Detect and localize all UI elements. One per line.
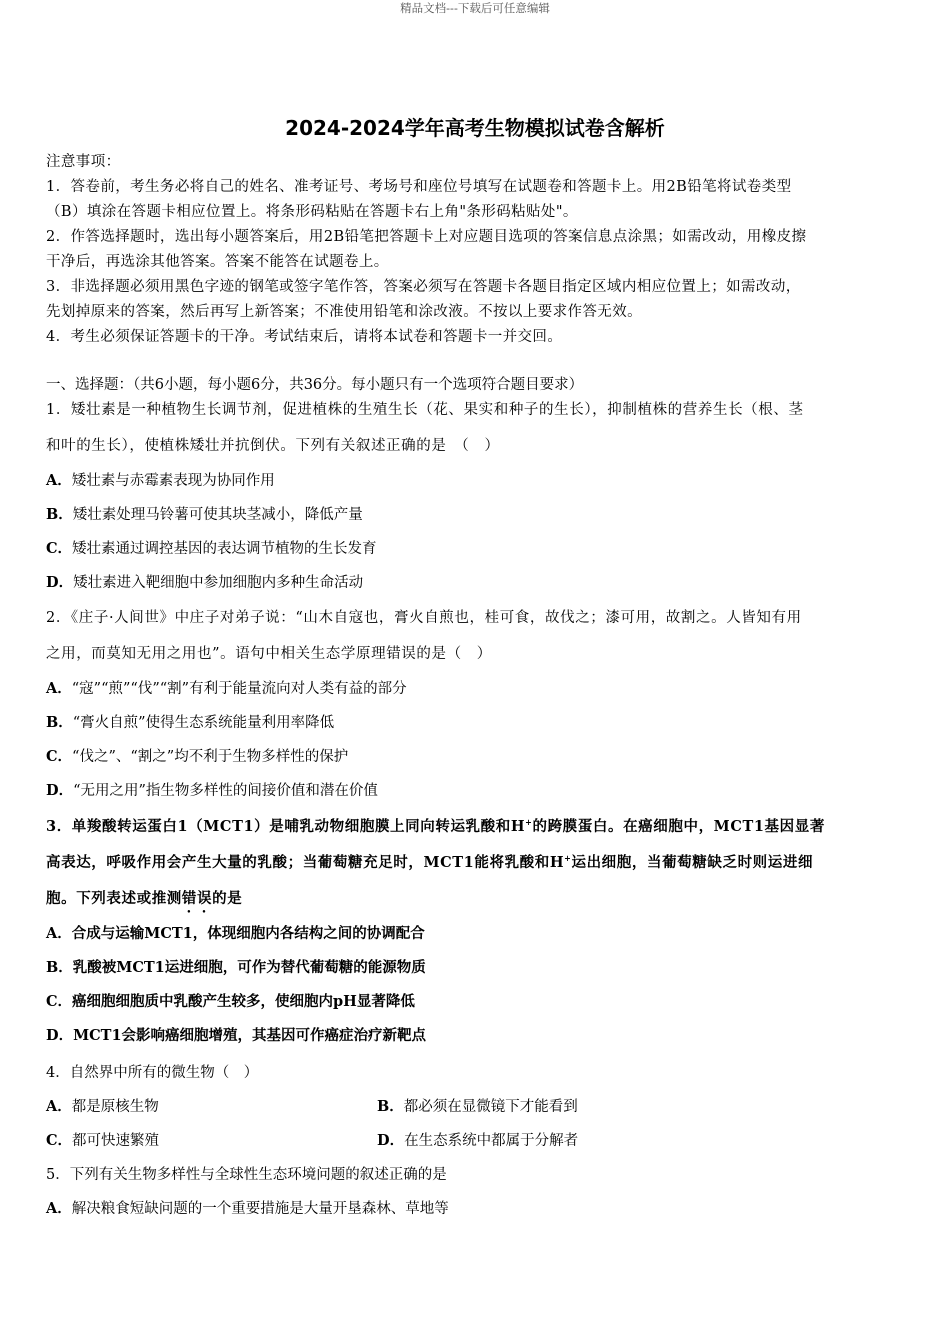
question-stem: 3．单羧酸转运蛋白1（MCT1）是哺乳动物细胞膜上同向转运乳酸和H+的跨膜蛋白。在癌细胞中，MCT1基因显著 [46, 817, 825, 835]
notice-line: （B）填涂在答题卡相应位置上。将条形码粘贴在答题卡右上角"条形码粘贴处"。 [46, 204, 578, 220]
section-heading: 一、选择题：（共6小题，每小题6分，共36分。每小题只有一个选项符合题目要求） [46, 377, 584, 393]
notice-line: 1．答卷前，考生务必将自己的姓名、准考证号、考场号和座位号填写在试题卷和答题卡上。用2B铅笔将试卷类型 [46, 179, 792, 195]
page-title: 2024-2024学年高考生物模拟试卷含解析 [285, 116, 665, 140]
question-stem: 5．下列有关生物多样性与全球性生态环境问题的叙述正确的是 [46, 1167, 447, 1183]
question-stem: 4．自然界中所有的微生物（ ） [46, 1065, 259, 1081]
option-c: C．癌细胞细胞质中乳酸产生较多，使细胞内pH显著降低 [46, 993, 415, 1010]
option-b: B．“膏火自煎”使得生态系统能量利用率降低 [46, 714, 335, 731]
option-b: B．乳酸被MCT1运进细胞，可作为替代葡萄糖的能源物质 [46, 959, 426, 976]
question-stem: 2．《庄子·人间世》中庄子对弟子说：“山木自寇也，膏火自煎也，桂可食，故伐之；漆可用，故割之。人皆知有用 [46, 610, 802, 626]
question-4 [46, 1056, 904, 1158]
option-d: D．MCT1会影响癌细胞增殖，其基因可作癌症治疗新靶点 [46, 1027, 427, 1044]
notice-line: 3．非选择题必须用黑色字迹的钢笔或签字笔作答，答案必须写在答题卡各题目指定区域内相应位置上；如需改动， [46, 279, 801, 295]
question-3 [46, 809, 904, 1053]
option-d: D．在生态系统中都属于分解者 [377, 1132, 579, 1149]
page-header: 精品文档---下载后可任意编辑 [400, 1, 550, 15]
emphasized-text: 错误 [181, 890, 213, 907]
option-d: D．矮壮素进入靶细胞中参加细胞内多种生命活动 [46, 574, 364, 591]
option-b: B．都必须在显微镜下才能看到 [377, 1098, 578, 1115]
option-c: C．“伐之”、“割之”均不利于生物多样性的保护 [46, 748, 349, 765]
option-c: C．矮壮素通过调控基因的表达调节植物的生长发育 [46, 540, 377, 557]
option-row [46, 1090, 904, 1124]
notice-line: 先划掉原来的答案，然后再写上新答案；不准使用铅笔和涂改液。不按以上要求作答无效。 [46, 304, 642, 320]
question-stem: 1．矮壮素是一种植物生长调节剂，促进植株的生殖生长（花、果实和种子的生长），抑制植株的营养生长（根、茎 [46, 402, 804, 418]
option-a: A．都是原核生物 [46, 1098, 159, 1115]
option-a: A．“寇”“煎”“伐”“割”有利于能量流向对人类有益的部分 [46, 680, 407, 697]
option-a: A．合成与运输MCT1，体现细胞内各结构之间的协调配合 [46, 925, 425, 942]
notice-line: 2．作答选择题时，选出每小题答案后，用2B铅笔把答题卡上对应题目选项的答案信息点涂黑；如需改动，用橡皮擦 [46, 229, 807, 245]
question-stem: 胞。下列表述或推测错误的是 [46, 890, 243, 907]
notice-line: 4．考生必须保证答题卡的干净。考试结束后，请将本试卷和答题卡一并交回。 [46, 329, 563, 345]
notice-heading: 注意事项： [46, 154, 121, 170]
question-stem: 高表达，呼吸作用会产生大量的乳酸；当葡萄糖充足时，MCT1能将乳酸和H+运出细胞，当葡萄糖缺乏时则运进细 [46, 853, 814, 871]
option-a: A．矮壮素与赤霉素表现为协同作用 [46, 472, 275, 489]
notice-line: 干净后，再选涂其他答案。答案不能答在试题卷上。 [46, 254, 389, 270]
option-c: C．都可快速繁殖 [46, 1132, 160, 1149]
option-b: B．矮壮素处理马铃薯可使其块茎减小，降低产量 [46, 506, 363, 523]
question-1 [46, 392, 904, 600]
option-a: A．解决粮食短缺问题的一个重要措施是大量开垦森林、草地等 [46, 1200, 449, 1217]
option-row [46, 1124, 904, 1158]
notice-section [46, 150, 904, 350]
question-stem: 和叶的生长），使植株矮壮并抗倒伏。下列有关叙述正确的是 （ ） [46, 438, 500, 454]
question-2 [46, 600, 904, 808]
question-5 [46, 1158, 904, 1226]
option-d: D．“无用之用”指生物多样性的间接价值和潜在价值 [46, 782, 378, 799]
question-stem: 之用，而莫知无用之用也”。语句中相关生态学原理错误的是（ ） [46, 646, 492, 662]
